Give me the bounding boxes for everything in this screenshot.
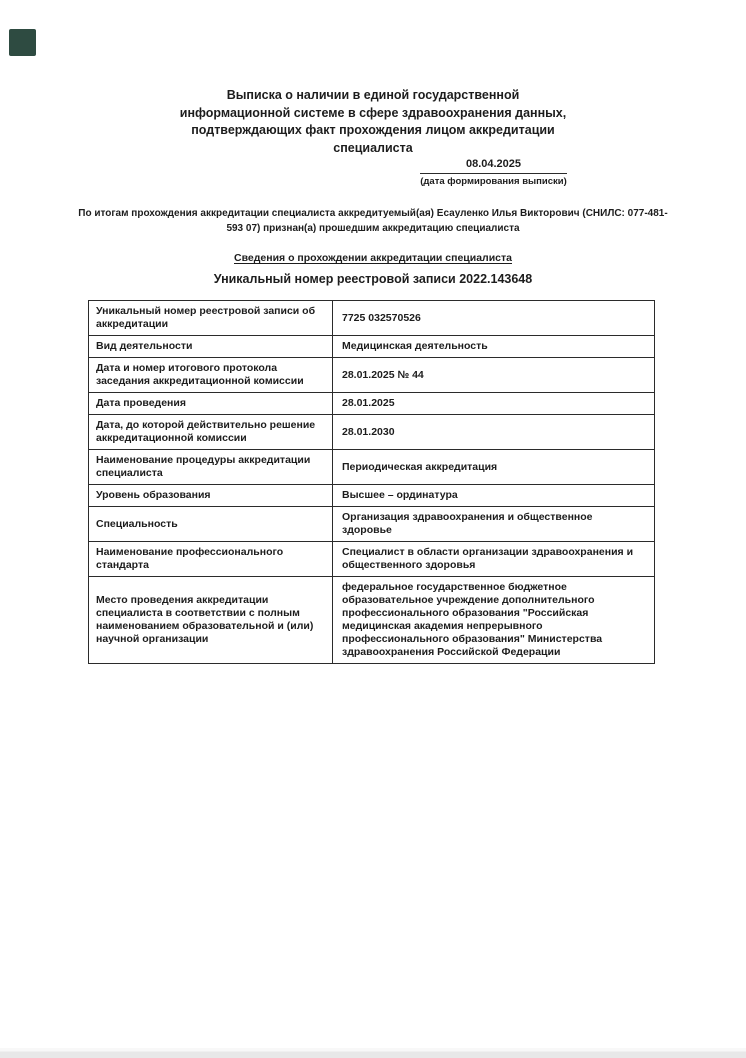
table-row [89,450,655,485]
row-value: 28.01.2025 № 44 [333,358,655,393]
extract-date-caption: (дата формирования выписки) [420,176,567,187]
document-title: Выписка о наличии в единой государственной информационной системе в сфере здравоохранения данных, подтверждающих факт прохождения лицом аккредитации специалиста [179,88,567,155]
extract-date-block [420,158,567,187]
section-heading: Сведения о прохождении аккредитации специалиста [234,252,512,264]
registry-number-line: Уникальный номер реестровой записи 2022.143648 [213,272,533,286]
row-value: 28.01.2030 [333,415,655,450]
row-value: Медицинская деятельность [333,336,655,358]
table-row [89,415,655,450]
table-row [89,507,655,542]
row-value: Организация здравоохранения и общественное здоровье [333,507,655,542]
row-label: Наименование профессионального стандарта [89,542,333,577]
row-label: Уровень образования [89,485,333,507]
row-value: Высшее – ординатура [333,485,655,507]
bottom-bar [0,1048,746,1058]
row-value: 7725 032570526 [333,301,655,336]
row-label: Специальность [89,507,333,542]
row-value: 28.01.2025 [333,393,655,415]
corner-badge [9,29,36,56]
extract-date: 08.04.2025 [420,158,567,174]
table-row [89,358,655,393]
row-label: Дата, до которой действительно решение аккредитационной комиссии [89,415,333,450]
row-label: Место проведения аккредитации специалиста в соответствии с полным наименованием образовательной и (или) научной организации [89,577,333,664]
row-label: Уникальный номер реестровой записи об аккредитации [89,301,333,336]
accreditation-table-body [89,301,655,664]
accreditation-details-table [88,300,655,664]
row-label: Дата и номер итогового протокола заседания аккредитационной комиссии [89,358,333,393]
table-row [89,485,655,507]
table-row [89,301,655,336]
table-row [89,577,655,664]
row-value: Периодическая аккредитация [333,450,655,485]
table-row [89,336,655,358]
row-label: Наименование процедуры аккредитации специалиста [89,450,333,485]
table-row [89,393,655,415]
accreditation-result-paragraph: По итогам прохождения аккредитации специалиста аккредитуемый(ая) Есауленко Илья Викторович (СНИЛС: 077-481-593 07) признан(а) прошедшим аккредитацию специалиста [78,208,668,234]
row-label: Вид деятельности [89,336,333,358]
row-label: Дата проведения [89,393,333,415]
table-row [89,542,655,577]
row-value: Специалист в области организации здравоохранения и общественного здоровья [333,542,655,577]
row-value: федеральное государственное бюджетное образовательное учреждение дополнительного профессионального образования "Российская медицинская академия непрерывного профессионального образования" Министерства здравоохранения Российской Федерации [333,577,655,664]
